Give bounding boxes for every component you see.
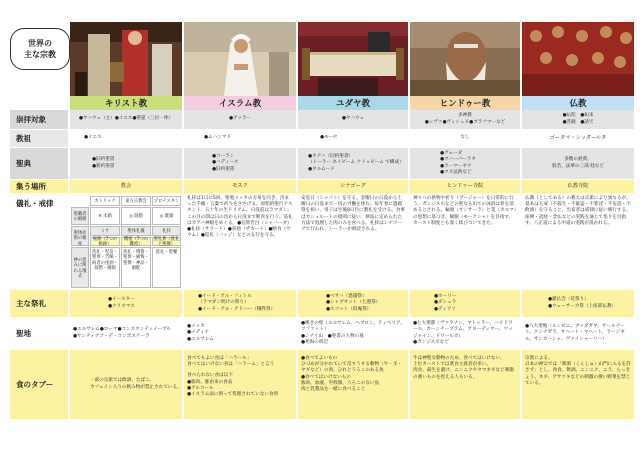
food-taboo-buddhism: 宗派による。 日本の禅宗では「葷酒（くんしゅ）山門に入るを許さず」とし、肉食、飲酒、ニンニク、ニラ、らっきょう、ネギ、アサツキなどの刺激の強い野菜を禁じている。 (522, 350, 634, 420)
worship-buddhism: ●仏陀 ●如来 ●菩薩 ●諸天 (522, 110, 634, 130)
judaism-photo (298, 22, 408, 96)
title-line-1: 世界の (28, 39, 52, 48)
food-taboo-christianity: 一部の宗派では飲酒、たばこ、 カフェイン入りの飲み物が禁止されている。 (70, 350, 182, 420)
precept-cell: 洗礼・傅膏・聖体・痛悔・聖傅・神品・婚配 (121, 247, 151, 288)
row-label-holy-sites: 聖地 (10, 318, 68, 350)
row-label-gathering: 集う場所 (10, 180, 68, 194)
precept-cell: ◎ 既婚 (121, 207, 151, 225)
header-islam: イスラム教 (184, 96, 296, 110)
festivals-buddhism: ●灌仏会（花祭り） ●ウェーサーカ祭（上座部仏教） (522, 290, 634, 318)
worship-islam: ●アッラー (184, 110, 296, 130)
christianity-photo (70, 22, 182, 96)
festivals-judaism: ●ペサハ（過越祭） ●シャブオット（七週祭） ●スコット（仮庵祭） (298, 290, 408, 318)
founder-christianity: ●イエス (70, 130, 182, 148)
worship-judaism: ●ヤハウェ (298, 110, 408, 130)
founder-buddhism: ゴータマ・シッダールタ (522, 130, 634, 148)
precept-header-protestant: プロテスタン (152, 196, 181, 206)
scripture-hinduism: ●ヴェーダ ●マハーバーラタ ●ラーマーヤナ ●マヌ法典など (410, 148, 520, 180)
worship-christianity: ●ヤハウェ（主）●イエス●聖霊（三位一体） (70, 110, 182, 130)
holy-sites-islam: ●メッカ ●メディナ ●エルサレム (184, 318, 296, 350)
scripture-buddhism: 多数の経典。 般若、法華の三部 経など (522, 148, 634, 180)
precept-cell: 機密（7つの機密） (121, 237, 151, 246)
worship-hinduism: 多神教 ●シヴァ●ヴィシュヌ●ブラフマーなど (410, 110, 520, 130)
header-judaism: ユダヤ教 (298, 96, 408, 110)
festivals-christianity: ●イースター ●クリスマス (70, 290, 182, 318)
founder-judaism: ●モーセ (298, 130, 408, 148)
hinduism-photo (410, 22, 520, 96)
precept-cell: 洗礼・堅信・聖体・告解・病者の塗油・叙階・婚姻 (90, 247, 120, 288)
holy-sites-christianity: ●エルサレム●ローマ●コンスタンティノープル ●サンティアゴ・デ・コンポステーラ (70, 318, 182, 350)
precept-cell: 聖体礼儀 (121, 226, 151, 236)
founder-islam: ●ムハンマド (184, 130, 296, 148)
precepts-islam: 礼拝は1日に5回。聖地メッカの方角を向き、決まった手順・言葉で祈りをささげる。原始的聖行テスタント、五十年の生ドリアム、日没前はラマダン。この月の間は日の出から日没まで断食を行う。巡礼はカアバ神殿をめぐる。●信仰告白（シャハーダ）●礼拝（サラート）●喜捨（ザカート）●断食（サウム）●巡礼（ハッジ）などの五行を守る。 (184, 194, 296, 290)
scripture-islam: ●コーラン ●ハディース ●旧約聖書 (184, 148, 296, 180)
header-buddhism: 仏教 (522, 96, 634, 110)
precept-cell: ✕ 未婚 (90, 207, 120, 225)
holy-sites-judaism: ●嘆きの壁（エルサレム、ヘブロン、ティベリア、ツファット） ●シナイ山 ●聖書の人物の墓 ●死海の周辺 (298, 318, 408, 350)
buddhism-photo (522, 22, 634, 96)
row-label-worship: 崇拝対象 (10, 110, 68, 130)
gathering-christianity: 教会 (70, 180, 182, 194)
holy-sites-buddhism: ●八大聖地（ルンビニ、ブッダガヤ、サールナート、クシナガラ、サヘート・マヘート、ラージギル、サンカーシャ、ヴァイシャーリー） (522, 318, 634, 350)
precepts-christianity (70, 194, 182, 290)
precepts-hinduism: 神々への供物や祈り（プージャー）を日常的に行う。ガンジス川などの聖なる川での沐浴は罪を清めるとされる。輪廻（サンサーラ）と業（カルマ）の思想に基づき、解脱（モークシャ）を目指す。カースト制度とも深く結びついてきた。 (410, 194, 520, 290)
precept-label-communion: 聖体拝領の頻度 (71, 226, 89, 246)
precept-label-marriage: 聖職者の婚姻 (71, 207, 89, 225)
chart-title (10, 28, 70, 70)
precept-header-catholic: カトリック (90, 196, 120, 206)
row-label-precepts: 儀礼・戒律 (10, 194, 68, 290)
holy-sites-hinduism: ●七大聖都（ヴァラナシ、マトゥラー、ハリドワール、カーンチープラム、アヨーディヤー、ウッジャイン、ドワールカ） ●ガンジス川など (410, 318, 520, 350)
gathering-islam: モスク (184, 180, 296, 194)
scripture-christianity: ●旧約聖書 ●新約聖書 (70, 148, 182, 180)
precepts-buddhism: 仏教（としてある）の教えは宗派により異なるが、基本は五戒（不殺生・不偸盗・不邪淫・不妄語・不飲酒）を守ること。出家者は戒律に従い修行する。座禅・読経・念仏などの実践を通じて悟りを目指す。八正道による中道の実践が説かれる。 (522, 194, 634, 290)
row-label-food-taboo: 食のタブー (10, 350, 68, 420)
festivals-hinduism: ●ホーリー ●ダシェラ ●ディワリ (410, 290, 520, 318)
precept-cell: ミサ (90, 226, 120, 236)
precept-cell: ◎ 既婚 (152, 207, 181, 225)
food-taboo-judaism: ●食べてよいもの ひづめが分かれていて反すうする動物（牛・羊・ヤギなど）の肉、ひれとうろこのある魚 ●食べてはいけないもの 豚肉、血液、甲殻類、うろこのない魚 肉と乳製品を一緒に食べること (298, 350, 408, 420)
food-taboo-hinduism: 牛は神聖な動物のため、食べてはいけない。 上位カーストでは菜食主義者が多い。 肉食、殺生を避け、ニンニクやタマネギなど刺激の強いものを控える人もいる。 (410, 350, 520, 420)
gathering-buddhism: 仏教寺院 (522, 180, 634, 194)
islam-photo (184, 22, 296, 96)
precepts-judaism: 安息日（シャバト）を守る。金曜日の日没から土曜日の日没まで一切の労働を休む。毎年春に過越祭を祝い、男子は生後8日目に割礼を受ける。食事はカシュルートの規則に従い、律法に定められた方法で処理した肉のみを食べる。礼拝はシナゴーグで行われ、トーラーが朗読される。 (298, 194, 408, 290)
precept-header-orthodox: 東方正教会 (121, 196, 151, 206)
gathering-hinduism: ヒンドゥー寺院 (410, 180, 520, 194)
row-label-festivals: 主な祭礼 (10, 290, 68, 318)
title-line-2: 主な宗教 (24, 50, 56, 59)
food-taboo-islam: 食べてもよい食は「ハラール」 食べてはいけない食は「ハラーム」と言う 食べられない食は以下 ●豚肉、豚由来の食品 ●アルコール ●イスラム法に則って処理されていない食肉 (184, 350, 296, 420)
precept-label-sacraments: 神の恵みに関わる儀式 (71, 247, 89, 288)
founder-hinduism: なし (410, 130, 520, 148)
header-christianity: キリスト教 (70, 96, 182, 110)
precept-cell: 洗礼・聖餐 (152, 247, 181, 288)
festivals-islam: ●イード・アル・フィトル （ラマダン明けの祭り） ●イード・アル・アドハー（犠牲祭） (184, 290, 296, 318)
precept-cell: 礼拝 (152, 226, 181, 236)
row-label-founder: 教祖 (10, 130, 68, 148)
precept-cell: 秘跡（7つの秘跡） (90, 237, 120, 246)
gathering-judaism: シナゴーグ (298, 180, 408, 194)
precept-cell: 聖礼典（洗礼と聖餐） (153, 237, 180, 247)
header-hinduism: ヒンドゥー教 (410, 96, 520, 110)
scripture-judaism: ●タナハ（旧約聖書） （トーラー ネイビーム ケトゥビーム で構成） ●タルムード (298, 148, 408, 180)
row-label-scripture: 聖典 (10, 148, 68, 180)
